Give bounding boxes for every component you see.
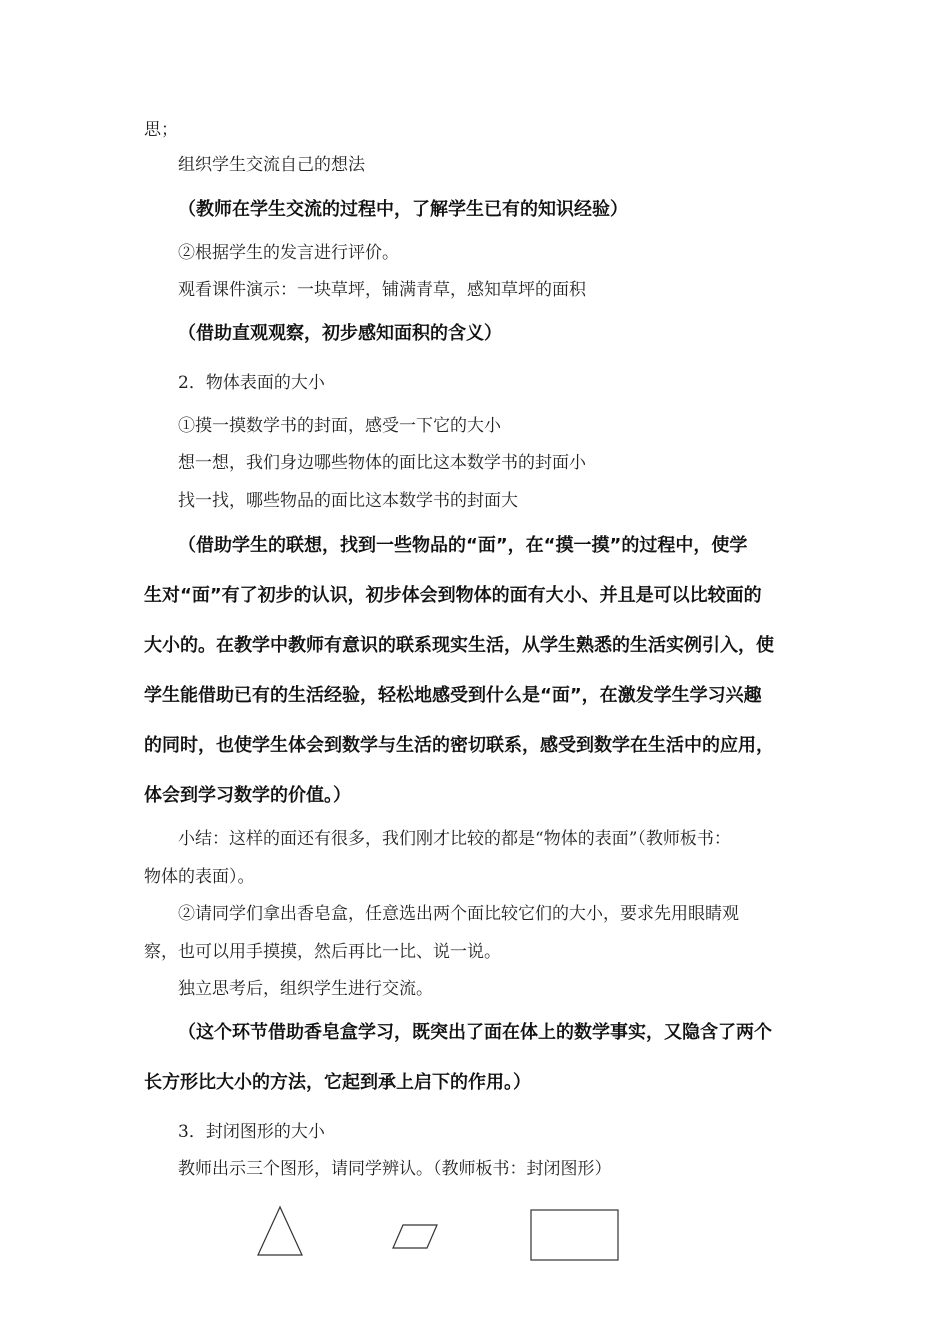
text-line: 组织学生交流自己的想法	[178, 155, 365, 175]
text-line: 观看课件演示：一块草坪，铺满青草，感知草坪的面积	[178, 280, 586, 300]
text-line: 察，也可以用手摸摸，然后再比一比、说一说。	[144, 942, 501, 962]
text-line: 教师出示三个图形，请同学辨认。（教师板书：封闭图形）	[178, 1159, 612, 1179]
text-line: 找一找，哪些物品的面比这本数学书的封面大	[178, 491, 518, 511]
note-line: 生对“面”有了初步的认识，初步体会到物体的面有大小、并且是可以比较面的	[144, 585, 762, 606]
note-line: 长方形比大小的方法，它起到承上启下的作用。）	[144, 1072, 531, 1093]
text-line: 思；	[144, 120, 178, 140]
note-line: 体会到学习数学的价值。）	[144, 785, 351, 806]
note-line: （这个环节借助香皂盒学习，既突出了面在体上的数学事实，又隐含了两个	[178, 1022, 772, 1043]
text-line: ②请同学们拿出香皂盒，任意选出两个面比较它们的大小，要求先用眼睛观	[178, 904, 739, 924]
note-line: （借助直观观察，初步感知面积的含义）	[178, 323, 502, 344]
note-line: （教师在学生交流的过程中，了解学生已有的知识经验）	[178, 199, 628, 220]
note-line: 的同时，也使学生体会到数学与生活的密切联系，感受到数学在生活中的应用，	[144, 735, 774, 756]
note-line: 学生能借助已有的生活经验，轻松地感受到什么是“面”，在激发学生学习兴趣	[144, 685, 762, 706]
text-line: 物体的表面）。	[144, 867, 255, 887]
triangle-shape	[258, 1207, 302, 1255]
text-line: 小结：这样的面还有很多，我们刚才比较的都是“物体的表面”（教师板书：	[178, 829, 731, 849]
text-line: 想一想，我们身边哪些物体的面比这本数学书的封面小	[178, 453, 586, 473]
section-heading: 2．物体表面的大小	[178, 373, 325, 393]
parallelogram-shape	[393, 1225, 437, 1248]
section-heading: 3．封闭图形的大小	[178, 1122, 325, 1142]
rectangle-shape	[531, 1210, 618, 1260]
closed-figures	[0, 1200, 950, 1270]
text-line: ①摸一摸数学书的封面，感受一下它的大小	[178, 416, 501, 436]
text-line: 独立思考后，组织学生进行交流。	[178, 979, 433, 999]
note-line: （借助学生的联想，找到一些物品的“面”，在“摸一摸”的过程中，使学	[178, 535, 748, 556]
note-line: 大小的。在教学中教师有意识的联系现实生活，从学生熟悉的生活实例引入，使	[144, 635, 774, 656]
text-line: ②根据学生的发言进行评价。	[178, 243, 399, 263]
